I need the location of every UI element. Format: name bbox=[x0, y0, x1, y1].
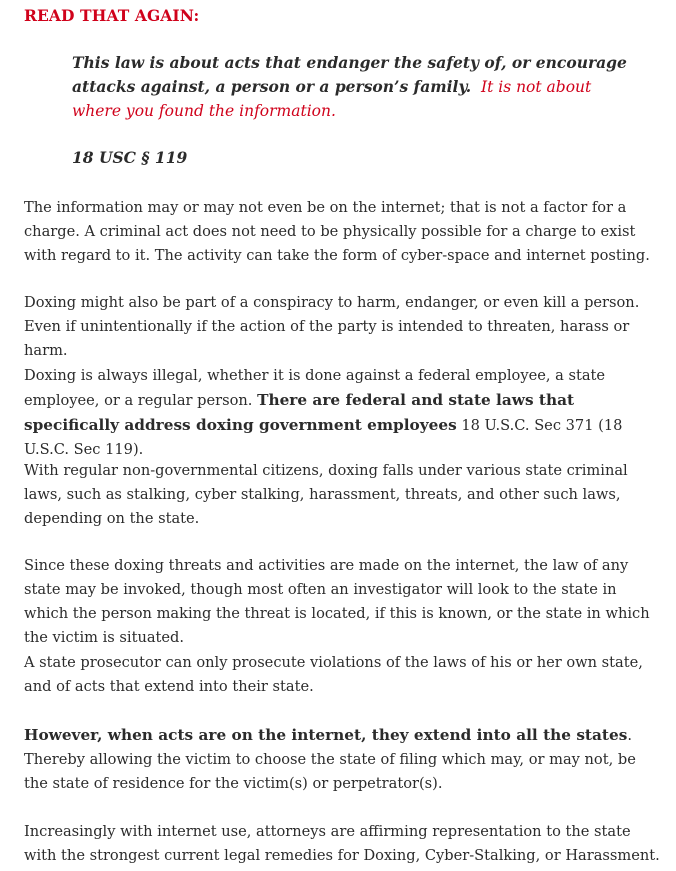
quote-red-text: It is not about where you found the information bbox=[72, 78, 592, 120]
quote-bold-text: This law is about acts that endanger the safety of, or encourage attacks against, a person or a person’s family bbox=[72, 53, 627, 96]
paragraph-8: Increasingly with internet use, attorneys are affirming representation to the state with the strongest current legal remedies for Doxing, Cyber-Stalking, or Harassment. bbox=[24, 823, 660, 864]
paragraph-3 bbox=[24, 364, 664, 462]
paragraph-4: With regular non-governmental citizens, doxing falls under various state criminal laws, such as stalking, cyber stalking, harassment, threats, and other such laws, depending on the state. bbox=[24, 462, 628, 527]
section-heading: READ THAT AGAIN: bbox=[24, 6, 200, 25]
paragraph-7-bold: However, when acts are on the internet, they extend into all the states bbox=[24, 726, 628, 744]
paragraph-7-end: . Thereby allowing the victim to choose the state of filing which may, or may not, be the state of residence for the victim(s) or perpetrator(s). bbox=[24, 727, 636, 792]
paragraph-6: A state prosecutor can only prosecute violations of the laws of his or her own state, and of acts that extend into their state. bbox=[24, 654, 643, 695]
paragraph-3-start: Doxing is always illegal, whether it is done against a federal employee, a state employee, or a regular person. bbox=[24, 367, 606, 409]
paragraph-7 bbox=[24, 723, 664, 796]
quote-period-red: . bbox=[330, 102, 336, 120]
paragraph-5: Since these doxing threats and activities are made on the internet, the law of any state may be invoked, though most often an investigator will look to the state in which the person making the threat is located, if this is known, or the state in which the victim is situated. bbox=[24, 557, 650, 646]
law-quote bbox=[72, 51, 632, 123]
paragraph-1: The information may or may not even be on the internet; that is not a factor for a charge. A criminal act does not need to be physically possible for a charge to exist with regard to it. The activity can take the form of cyber-space and internet posting. bbox=[24, 199, 650, 264]
paragraph-3-bold: There are federal and state laws that specifically address doxing government employees bbox=[24, 391, 575, 434]
paragraph-3-end: 18 U.S.C. Sec 371 (18 U.S.C. Sec 119). bbox=[24, 417, 623, 458]
paragraph-2: Doxing might also be part of a conspiracy to harm, endanger, or even kill a person. Even if unintentionally if the action of the party is intended to threaten, harass or harm. bbox=[24, 294, 640, 359]
quote-period: . bbox=[465, 77, 472, 96]
statute-citation: 18 USC § 119 bbox=[72, 148, 188, 167]
